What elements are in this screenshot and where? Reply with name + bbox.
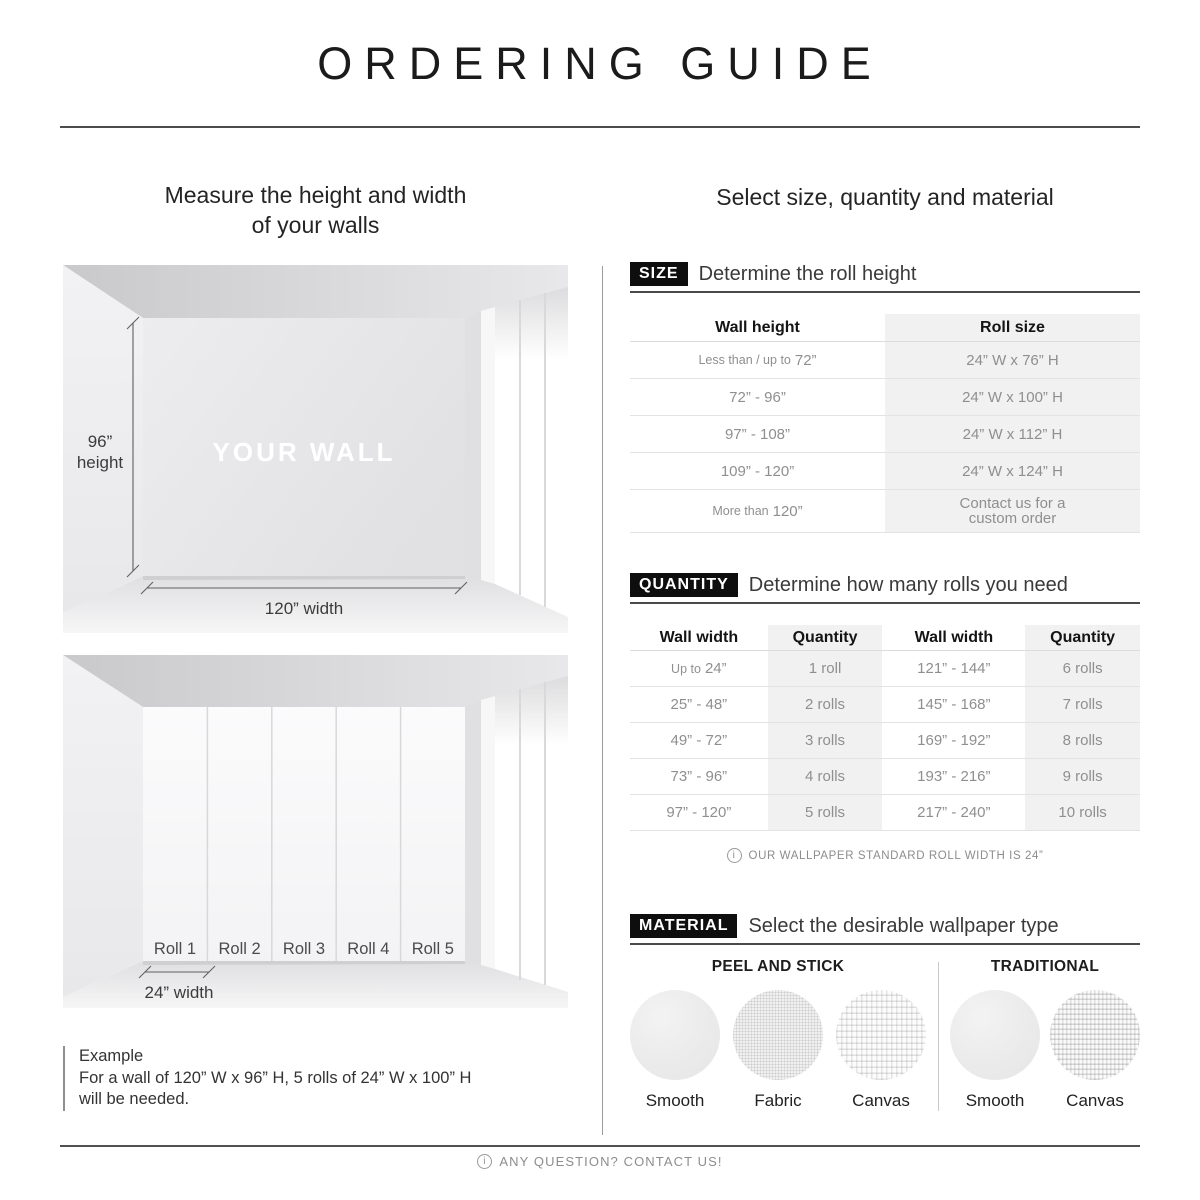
- size-section: [630, 262, 1140, 533]
- size-table-row: [630, 490, 1140, 533]
- size-badge: SIZE: [630, 262, 688, 286]
- roll-size-value: 24” W x 124” H: [885, 453, 1140, 489]
- size-col-wall-height: Wall height: [715, 318, 800, 336]
- height-value-label: 96”: [87, 432, 113, 451]
- size-subtitle: Determine the roll height: [698, 262, 917, 285]
- roll-label-4: Roll 4: [347, 940, 390, 958]
- traditional-title: TRADITIONAL: [990, 958, 1100, 975]
- peel-and-stick-title: PEEL AND STICK: [711, 958, 845, 975]
- wall-width-value: 121” - 144”: [917, 660, 991, 677]
- example-line2: will be needed.: [79, 1090, 190, 1108]
- wall-height-value: 109” - 120”: [720, 462, 795, 480]
- quantity-value: 7 rolls: [1025, 687, 1140, 722]
- wall-width-value: 49” - 72”: [670, 732, 728, 749]
- swatch-label: Smooth: [645, 1091, 705, 1110]
- width-label: 120” width: [264, 599, 344, 618]
- custom-order-line1: Contact us for a: [959, 495, 1066, 512]
- quantity-section-header: [630, 573, 1140, 604]
- material-badge: MATERIAL: [630, 914, 737, 938]
- quantity-value: 5 rolls: [768, 795, 883, 830]
- swatch-label: Smooth: [965, 1091, 1025, 1110]
- wall-width-value: 25” - 48”: [670, 696, 728, 713]
- example-block: [63, 1046, 549, 1111]
- size-table-row: [630, 342, 1140, 379]
- size-section-header: [630, 262, 1140, 293]
- swatch-label: Canvas: [1066, 1091, 1124, 1110]
- quantity-table-row: [630, 759, 1140, 795]
- quantity-value: 4 rolls: [768, 759, 883, 794]
- footer: [0, 1154, 1200, 1169]
- swatch-smooth: [630, 990, 720, 1111]
- material-section-header: [630, 914, 1140, 945]
- roll-label-3: Roll 3: [282, 940, 326, 958]
- swatch-label: Fabric: [754, 1091, 802, 1110]
- qty-col-wall-width: Wall width: [659, 628, 739, 646]
- canvas-texture-sample: [1050, 990, 1140, 1080]
- peel-and-stick-swatches: [630, 990, 926, 1111]
- size-table-header-row: [630, 314, 1140, 342]
- wall-width-value: 73” - 96”: [670, 768, 728, 785]
- peel-and-stick-group: [630, 958, 926, 1111]
- select-heading: Select size, quantity and material: [716, 184, 1054, 210]
- window: [495, 287, 568, 617]
- quantity-value: 9 rolls: [1025, 759, 1140, 794]
- roll-label-1: Roll 1: [153, 940, 197, 958]
- size-table: [630, 314, 1140, 533]
- example-line1: For a wall of 120” W x 96” H, 5 rolls of 24” W x 100” H: [79, 1068, 472, 1087]
- window-pillar: [465, 311, 481, 580]
- qty-col-wall-width: Wall width: [914, 628, 994, 646]
- wall-width-value: 145” - 168”: [917, 696, 991, 713]
- fabric-texture-sample: [733, 990, 823, 1080]
- wallpaper-panels: [143, 707, 465, 961]
- quantity-value: 8 rolls: [1025, 723, 1140, 758]
- smooth-texture-sample: [630, 990, 720, 1080]
- roll-width-note-text: OUR WALLPAPER STANDARD ROLL WIDTH IS 24”: [748, 849, 1044, 862]
- measure-heading: [63, 180, 568, 240]
- example-title: Example: [79, 1047, 144, 1065]
- your-wall-label: YOUR WALL: [212, 437, 396, 467]
- roll-label-5: Roll 5: [411, 940, 454, 958]
- wall-width-prefix: Up to: [671, 661, 701, 676]
- quantity-value: 1 roll: [768, 651, 883, 686]
- top-divider: [60, 126, 1140, 128]
- quantity-badge: QUANTITY: [630, 573, 738, 597]
- swatch-fabric: [733, 990, 823, 1111]
- material-section: [630, 914, 1140, 1111]
- traditional-group: [950, 958, 1140, 1111]
- wall-height-value: 120”: [772, 502, 803, 520]
- wall-height-value: 97” - 108”: [724, 425, 791, 443]
- quantity-table-header-row: [630, 625, 1140, 651]
- size-table-row: [630, 416, 1140, 453]
- wall-height-value: 72”: [794, 351, 817, 369]
- column-divider: [602, 266, 603, 1135]
- footer-text: ANY QUESTION? CONTACT US!: [499, 1154, 723, 1169]
- qty-col-quantity: Quantity: [1025, 625, 1140, 650]
- quantity-table-row: [630, 723, 1140, 759]
- window-frame: [481, 307, 495, 584]
- measure-heading-line1: Measure the height and width: [164, 182, 467, 208]
- quantity-table-row: [630, 651, 1140, 687]
- quantity-table-row: [630, 687, 1140, 723]
- wall-height-prefix: More than: [712, 504, 769, 518]
- material-group-divider: [938, 962, 939, 1111]
- quantity-value: 3 rolls: [768, 723, 883, 758]
- roll-size-value: 24” W x 112” H: [885, 416, 1140, 452]
- roll-size-value: [885, 490, 1140, 532]
- wall-height-prefix: Less than / up to: [698, 353, 791, 367]
- quantity-value: 2 rolls: [768, 687, 883, 722]
- smooth-texture-sample: [950, 990, 1040, 1080]
- roll-size-value: 24” W x 76” H: [885, 342, 1140, 378]
- size-table-row: [630, 453, 1140, 490]
- quantity-section: [630, 573, 1140, 863]
- left-wall: [63, 655, 143, 997]
- measure-heading-line2: of your walls: [251, 212, 380, 238]
- page-title: ORDERING GUIDE: [317, 38, 883, 89]
- quantity-table-row: [630, 795, 1140, 831]
- window-pillar: [465, 700, 481, 965]
- roll-width-label: 24” width: [144, 983, 214, 1002]
- window: [495, 676, 568, 992]
- swatch-label: Canvas: [852, 1091, 910, 1110]
- quantity-table: [630, 625, 1140, 831]
- swatch-canvas: [1050, 990, 1140, 1111]
- swatch-smooth: [950, 990, 1040, 1111]
- canvas-texture-sample: [836, 990, 926, 1080]
- window-frame: [481, 696, 495, 969]
- quantity-value: 6 rolls: [1025, 651, 1140, 686]
- material-groups: [630, 958, 1140, 1111]
- wall-width-value: 217” - 240”: [917, 804, 991, 821]
- traditional-swatches: [950, 990, 1140, 1111]
- roll-size-value: 24” W x 100” H: [885, 379, 1140, 415]
- size-table-row: [630, 379, 1140, 416]
- footer-divider: [60, 1145, 1140, 1147]
- wall-width-value: 97” - 120”: [666, 804, 732, 821]
- wall-height-value: 72” - 96”: [729, 388, 786, 406]
- height-word-label: height: [76, 453, 124, 472]
- quantity-subtitle: Determine how many rolls you need: [748, 573, 1068, 596]
- qty-col-quantity: Quantity: [768, 625, 883, 650]
- custom-order-line2: custom order: [968, 510, 1057, 527]
- info-icon: i: [727, 848, 742, 863]
- swatch-canvas: [836, 990, 926, 1111]
- wall-width-value: 24”: [704, 660, 727, 677]
- room-illustration-measure: [63, 265, 568, 633]
- info-icon: i: [477, 1154, 492, 1169]
- wall-width-value: 193” - 216”: [917, 768, 991, 785]
- wall-width-value: 169” - 192”: [917, 732, 991, 749]
- size-col-roll-size: Roll size: [885, 314, 1140, 341]
- roll-width-note: [630, 848, 1140, 863]
- material-subtitle: Select the desirable wallpaper type: [748, 914, 1059, 937]
- quantity-value: 10 rolls: [1025, 795, 1140, 830]
- roll-label-2: Roll 2: [218, 940, 261, 958]
- room-illustration-rolls: [63, 655, 568, 1008]
